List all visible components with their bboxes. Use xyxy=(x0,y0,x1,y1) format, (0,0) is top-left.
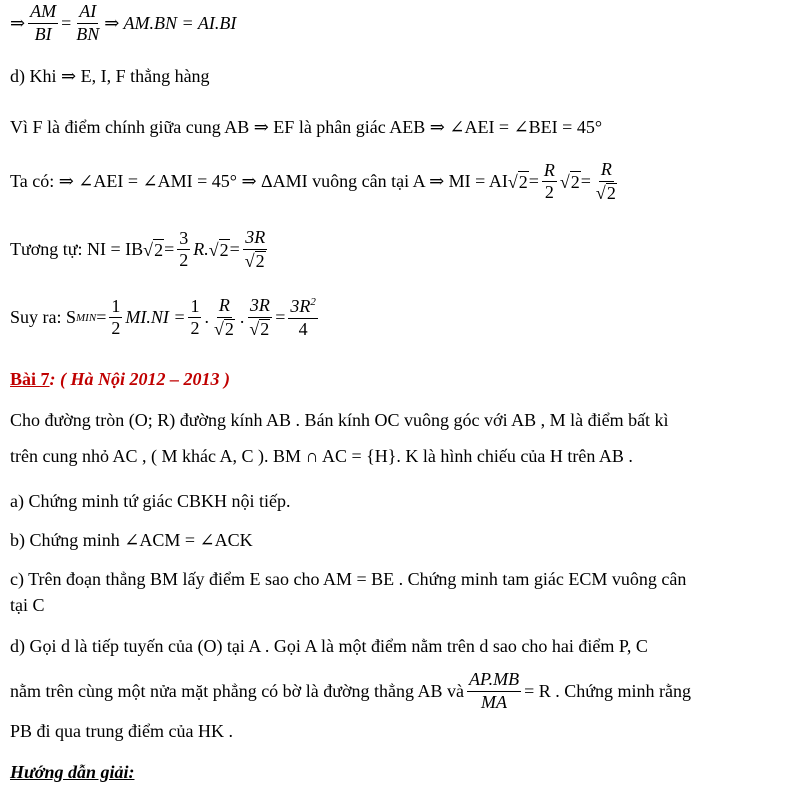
fraction: $\frac{1}{2}$ xyxy=(111,295,121,339)
fraction: 3R √ 2 xyxy=(249,295,270,339)
sqrt: √ 2 xyxy=(507,171,528,192)
fraction: R √ 2 xyxy=(213,295,234,339)
line-11: b) Chứng minh ∠ACM = ∠ACK xyxy=(10,530,253,550)
line-5: Tương tự: NI = IB √ 2 = $\frac{3}{2}$ R. √ 2 = 3R √ 2 xyxy=(10,228,271,272)
sqrt: √ 2 xyxy=(208,239,229,260)
line-8: Cho đường tròn (O; R) đường kính AB . Bán kính OC vuông góc với AB , M là điểm bất kì xyxy=(10,410,669,430)
sqrt: √ 2 xyxy=(559,171,580,192)
fraction: $\frac{AM}{BI}$ xyxy=(30,1,57,44)
problem-heading: Bài 7 : ( Hà Nội 2012 – 2013 ) xyxy=(10,369,230,389)
line-4: Ta có: ⇒ ∠AEI = ∠AMI = 45° ⇒ ΔAMI vuông cân tại A ⇒ MI = AI √ 2 = $\frac{R}{2}$ √ 2 = R √ 2 xyxy=(10,160,622,204)
line-16: PB đi qua trung điểm của HK . xyxy=(10,721,233,741)
fraction: $\frac{1}{2}$ xyxy=(190,295,200,339)
line-9: trên cung nhỏ AC , ( M khác A, C ). BM ∩ AC = {H}. K là hình chiếu của H trên AB . xyxy=(10,446,633,466)
line-2: d) Khi ⇒ E, I, F thẳng hàng xyxy=(10,66,210,86)
line-14: d) Gọi d là tiếp tuyến của (O) tại A . Gọi A là một điểm nằm trên d sao cho hai điểm P, C xyxy=(10,636,648,656)
fraction: 3R √ 2 xyxy=(244,227,266,271)
fraction: R √ 2 xyxy=(595,159,616,203)
fraction: $\frac{R}{2}$ xyxy=(543,159,555,203)
line-6: Suy ra: S MIN = $\frac{1}{2}$ MI.NI = $\frac{1}{2}$ . R √ 2 . 3R √ 2 = $\frac{3R^2}{4}$ xyxy=(10,295,316,339)
solution-heading: Hướng dẫn giải: xyxy=(10,762,135,782)
sqrt: √ 2 xyxy=(143,239,164,260)
line-3: Vì F là điểm chính giữa cung AB ⇒ EF là phân giác AEB ⇒ ∠AEI = ∠BEI = 45° xyxy=(10,117,603,137)
fraction: $\frac{3R^2}{4}$ xyxy=(290,296,316,339)
fraction: $\frac{AI}{BN}$ xyxy=(76,1,100,44)
fraction: $\frac{3}{2}$ xyxy=(179,227,189,271)
line-1: ⇒ $\frac{AM}{BI}$ = $\frac{AI}{BN}$ ⇒ AM.BN = AI.BI xyxy=(10,1,237,44)
implies-symbol: ⇒ xyxy=(10,12,26,33)
line-15: nằm trên cùng một nửa mặt phẳng có bờ là đường thẳng AB và $\frac{AP.MB}{MA}$ = R . Chứng minh rằng xyxy=(10,669,692,712)
fraction: $\frac{AP.MB}{MA}$ xyxy=(468,669,520,712)
line-13: tại C xyxy=(10,595,45,615)
line-12: c) Trên đoạn thẳng BM lấy điểm E sao cho AM = BE . Chứng minh tam giác ECM vuông cân xyxy=(10,569,687,589)
line-10: a) Chứng minh tứ giác CBKH nội tiếp. xyxy=(10,491,291,511)
